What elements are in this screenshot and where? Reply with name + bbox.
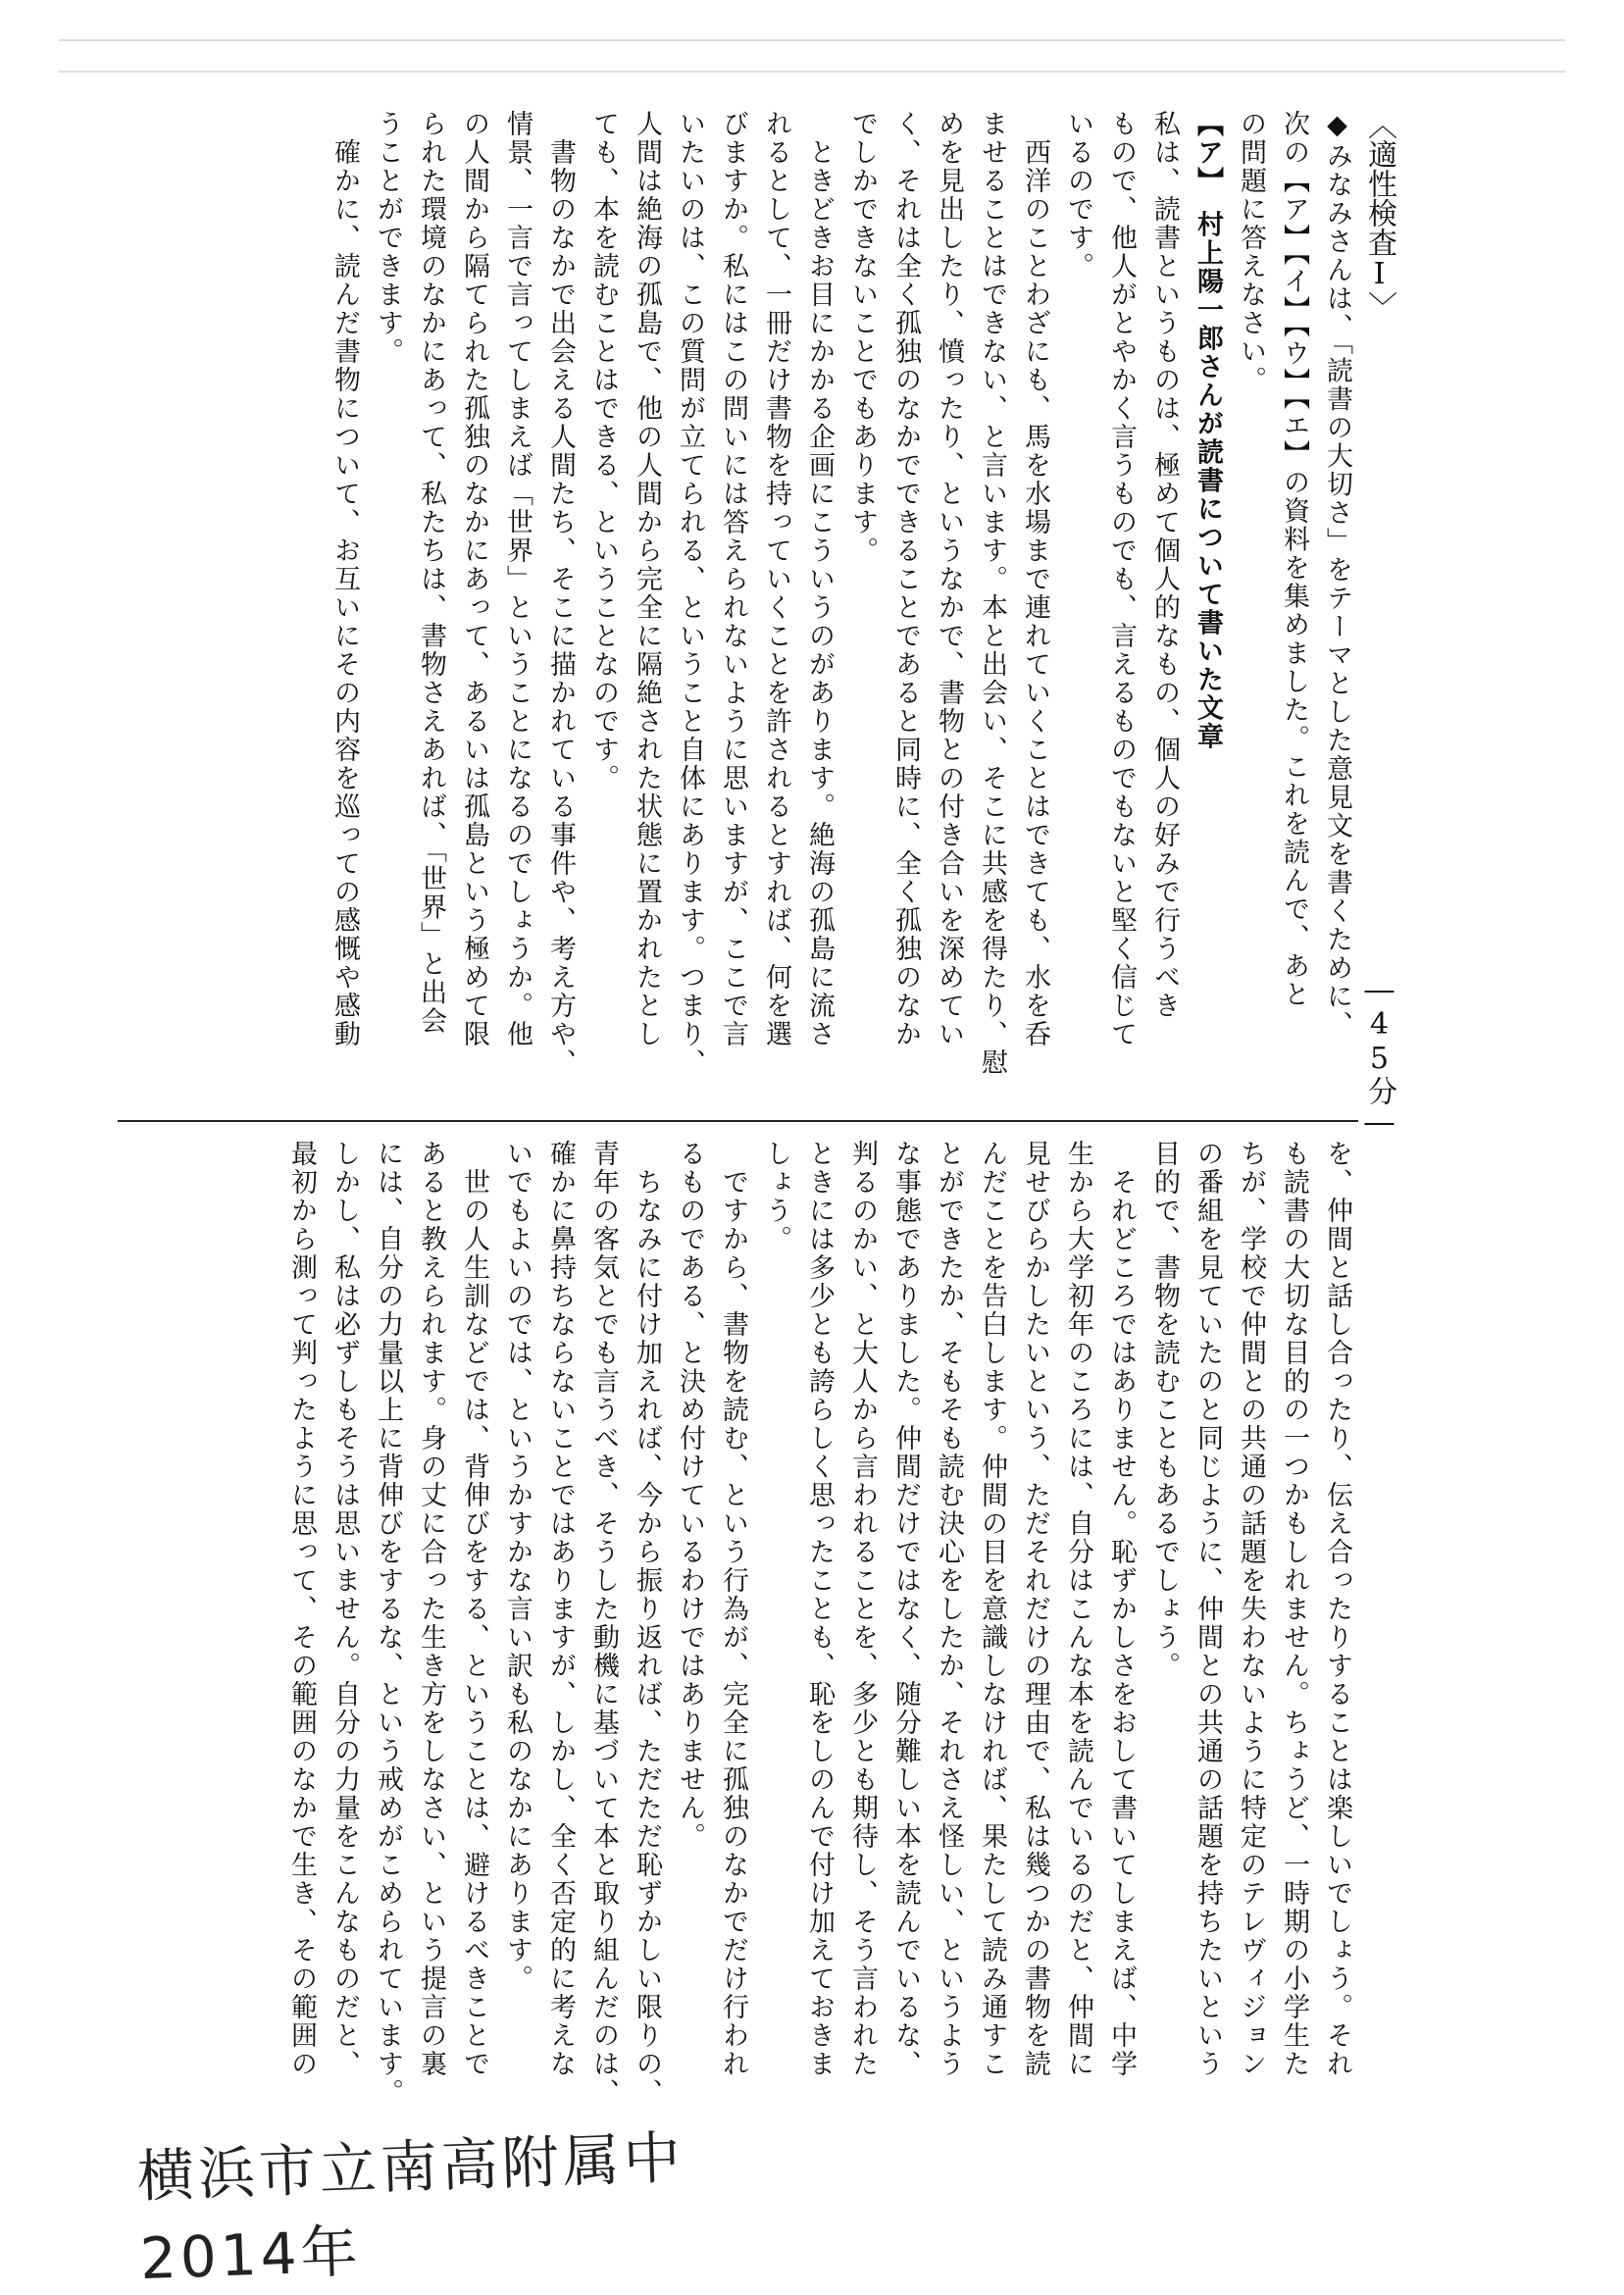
text-column: られた環境のなかにあって、私たちは、書物さえあれば、「世界」と出会 (416, 110, 446, 1036)
text-column: 最初から測って判ったように思って、その範囲のなかで生き、その範囲の (286, 1140, 317, 2078)
text-column: いでもよいのでは、というかすかな言い訳も私のなかにあります。 (502, 1140, 533, 1993)
text-column: ときどきお目にかかる企画にこういうのがあります。絶海の孤島に流さ (804, 110, 835, 1048)
text-column: でしかできないことでもあります。 (847, 110, 878, 565)
text-column: ですから、書物を読む、という行為が、完全に孤独のなかでだけ行われ (718, 1140, 748, 2078)
text-column: 青年の客気とでも言うべき、そうした動機に基づいて本と取り組んだのは、 (588, 1140, 619, 2107)
scan-edge (0, 0, 1624, 108)
scan-line (59, 71, 1565, 73)
text-column: いるのです。 (1063, 110, 1093, 280)
text-column: ちなみに付け加えれば、今から振り返れば、ただただ恥ずかしい限りの、 (632, 1140, 662, 2107)
text-column: それどころではありません。恥ずかしさをおして書いてしまえば、中学 (1106, 1140, 1137, 2078)
text-column: 見せびらかしたいという、ただそれだけの理由で、私は幾つかの書物を読 (1020, 1140, 1050, 2078)
text-column: く、それは全く孤独のなかでできることであると同時に、全く孤独のなか (890, 110, 921, 1048)
text-column: 生から大学初年のころには、自分はこんな本を読んでいるのだと、仲間に (1063, 1140, 1093, 2078)
text-column: 人間は絶海の孤島で、他の人間から完全に隔絶された状態に置かれたとし (632, 110, 662, 1048)
lower-text-block (113, 1140, 1358, 2130)
text-column: も読書の大切な目的の一つかもしれません。ちょうど、一時期の小学生た (1279, 1140, 1309, 2078)
text-column: 情景、一言で言ってしまえば「世界」ということになるのでしょうか。他 (502, 110, 533, 1048)
handwritten-source-note: 横浜市立南高附属中 2014年 (135, 2123, 685, 2293)
upper-text-block (118, 110, 1358, 1115)
text-column: 判るのかい、と大人から言われることを、多少とも期待し、そう言われた (847, 1140, 878, 2078)
text-column: んだことを告白します。仲間の目を意識しなければ、果たして読み通すこ (977, 1140, 1007, 2078)
text-column: めを見出したり、憤ったり、というなかで、書物との付き合いを深めてい (934, 110, 964, 1048)
text-column: 確かに鼻持ちならないことではありますが、しかし、全く否定的に考えな (545, 1140, 576, 2078)
text-column: ませることはできない、と言います。本と出会い、そこに共感を得たり、慰 (977, 110, 1007, 1077)
text-column: を、仲間と話し合ったり、伝え合ったりすることは楽しいでしょう。それ (1322, 1140, 1352, 2078)
text-column: れるとして、一冊だけ書物を持っていくことを許されるとすれば、何を選 (761, 110, 791, 1048)
text-column: 世の人生訓などでは、背伸びをする、ということは、避けるべきことで (459, 1140, 489, 2078)
text-column: ても、本を読むことはできる、ということなのです。 (588, 110, 619, 792)
text-column: うことができます。 (373, 110, 403, 366)
handwritten-footer (135, 2107, 825, 2293)
text-column: の人間から隔てられた孤独のなかにあって、あるいは孤島という極めて限 (459, 110, 489, 1048)
text-column: の番組を見ていたのと同じように、仲間との共通の話題を持ちたいという (1193, 1140, 1223, 2078)
text-column: いたいのは、この質問が立てられる、ということ自体にあります。つまり、 (675, 110, 705, 1077)
text-column: るものである、と決め付けているわけではありません。 (675, 1140, 705, 1851)
exam-title: 〈適性検査Ⅰ〉 (1362, 110, 1396, 321)
text-column: とができたか、そもそも読む決心をしたか、それさえ怪しい、というよう (934, 1140, 964, 2078)
text-column: ◆みなみさんは、「読書の大切さ」をテーマとした意見文を書くために、 (1322, 110, 1352, 1040)
text-column: しょう。 (761, 1140, 791, 1253)
text-column: 目的で、書物を読むこともあるでしょう。 (1149, 1140, 1180, 1680)
time-limit: ―45分― (1362, 973, 1396, 1140)
text-column: には、自分の力量以上に背伸びをするな、という戒めがこめられています。 (373, 1140, 403, 2107)
text-column: 私は、読書というものは、極めて個人的なもの、個人の好みで行うべき (1149, 110, 1180, 1020)
text-column: しかし、私は必ずしもそうは思いません。自分の力量をこんなものだと、 (330, 1140, 360, 2078)
text-column: 書物のなかで出会える人間たち、そこに描かれている事件や、考え方や、 (545, 110, 576, 1077)
section-heading: 【ア】 村上陽一郎さんが読書について書いた文章 (1193, 110, 1223, 751)
section-divider (118, 1120, 1358, 1122)
text-column: びますか。私にはこの問いには答えられないように思いますが、ここで言 (718, 110, 748, 1048)
text-column: の問題に答えなさい。 (1236, 110, 1266, 394)
text-column: 次の【ア】【イ】【ウ】【エ】の資料を集めました。これを読んで、あと (1279, 110, 1309, 1009)
text-column: 西洋のことわざにも、馬を水場まで連れていくことはできても、水を呑 (1020, 110, 1050, 1048)
text-column: な事態でありました。仲間だけではなく、随分難しい本を読んでいるな、 (890, 1140, 921, 2078)
scan-line (59, 39, 1565, 41)
text-column: ときには多少とも誇らしく思ったことも、恥をしのんで付け加えておきま (804, 1140, 835, 2078)
text-column: ちが、学校で仲間との共通の話題を失わないように特定のテレヴィジョン (1236, 1140, 1266, 2078)
text-column: もので、他人がとやかく言うものでも、言えるものでもないと堅く信じて (1106, 110, 1137, 1048)
text-column: あると教えられます。身の丈に合った生き方をしなさい、という提言の裏 (416, 1140, 446, 2078)
text-column: 確かに、読んだ書物について、お互いにその内容を巡っての感慨や感動 (330, 110, 360, 1048)
